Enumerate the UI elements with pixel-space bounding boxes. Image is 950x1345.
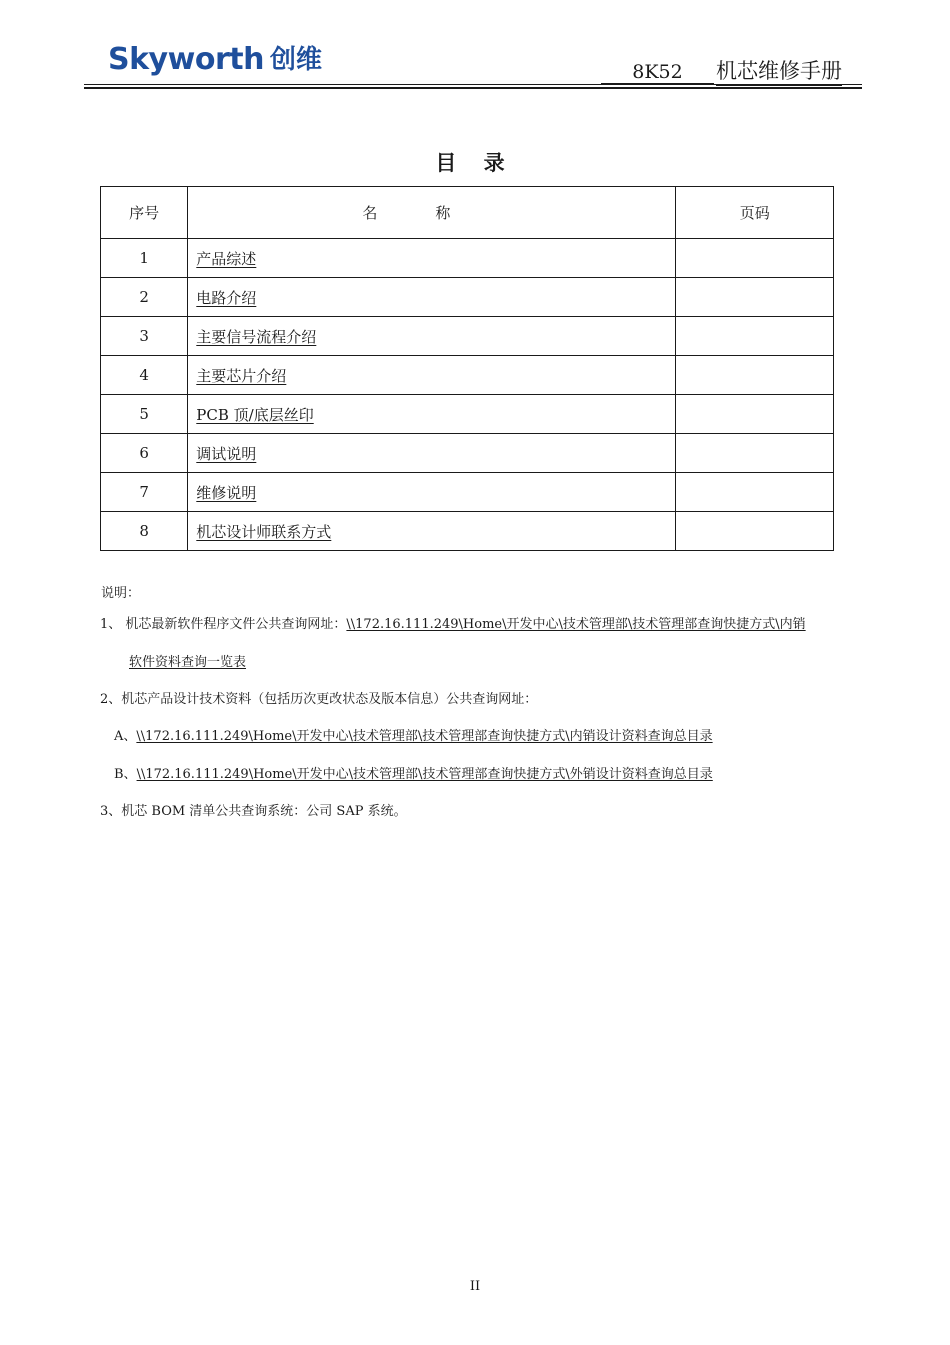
toc-row-name-cell: [188, 473, 676, 512]
manual-title: 机芯维修手册: [716, 55, 842, 86]
toc-row: [101, 278, 834, 317]
toc-row-no: 7: [101, 473, 188, 512]
note-2b-link[interactable]: \\172.16.111.249\Home\开发中心\技术管理部\技术管理部查询快捷方式\外销设计资料查询总目录: [136, 767, 713, 782]
header-rule-thick: [84, 87, 862, 89]
document-title: [601, 55, 842, 86]
toc-row-no: 2: [101, 278, 188, 317]
toc-link[interactable]: 调试说明: [196, 444, 257, 463]
toc-row-page: [676, 434, 834, 473]
note-1-link[interactable]: \\172.16.111.249\Home\开发中心\技术管理部\技术管理部查询快捷方式\内销: [346, 617, 806, 632]
toc-link[interactable]: 主要信号流程介绍: [196, 327, 317, 346]
note-2a-prefix: A、: [114, 729, 137, 744]
toc-link[interactable]: 主要芯片介绍: [196, 366, 287, 385]
toc-row-no: 6: [101, 434, 188, 473]
toc-link[interactable]: 机芯设计师联系方式: [196, 522, 332, 541]
toc-row-name-cell: [188, 239, 676, 278]
toc-row-page: [676, 512, 834, 551]
logo-english: Skyworth: [108, 42, 264, 77]
page-number: II: [469, 1279, 481, 1294]
toc-header-row: [101, 187, 834, 239]
skyworth-logo: [108, 43, 322, 77]
note-3: 3、机芯 BOM 清单公共查询系统：公司 SAP 系统。: [100, 804, 407, 819]
toc-row-name-cell: [188, 395, 676, 434]
toc-row-page: [676, 473, 834, 512]
toc-row: [101, 434, 834, 473]
toc-link[interactable]: 电路介绍: [196, 288, 257, 307]
toc-row-page: [676, 317, 834, 356]
note-2b: [114, 763, 713, 782]
toc-row-name-cell: [188, 278, 676, 317]
toc-row: [101, 239, 834, 278]
note-1-continued: [129, 651, 246, 670]
logo-chinese: 创维: [269, 45, 322, 75]
toc-row: [101, 356, 834, 395]
toc-row-name-cell: [188, 356, 676, 395]
note-2a: [114, 725, 713, 744]
toc-row-page: [676, 356, 834, 395]
col-header-no: 序号: [101, 187, 188, 239]
toc-row: [101, 512, 834, 551]
note-1: [100, 613, 806, 632]
toc-link[interactable]: 维修说明: [196, 483, 257, 502]
note-1-link-cont[interactable]: 软件资料查询一览表: [129, 655, 247, 670]
toc-link[interactable]: PCB 顶/底层丝印: [196, 405, 314, 424]
toc-link[interactable]: 产品综述: [196, 249, 257, 268]
model-number: 8K52: [601, 61, 714, 84]
toc-table: [100, 186, 834, 551]
toc-row-name-cell: [188, 317, 676, 356]
toc-row: [101, 473, 834, 512]
header-rule-thin: [84, 84, 862, 85]
note-2b-prefix: B、: [114, 767, 137, 782]
toc-row-page: [676, 395, 834, 434]
toc-row-no: 8: [101, 512, 188, 551]
toc-heading: 目 录: [435, 150, 515, 175]
toc-row: [101, 395, 834, 434]
toc-row-name-cell: [188, 512, 676, 551]
toc-row-no: 4: [101, 356, 188, 395]
col-header-page: 页码: [676, 187, 834, 239]
col-header-name: 名称: [188, 187, 676, 239]
toc-row-no: 1: [101, 239, 188, 278]
toc-row-no: 3: [101, 317, 188, 356]
notes-label: 说明：: [101, 586, 141, 601]
toc-row-page: [676, 239, 834, 278]
toc-row: [101, 317, 834, 356]
toc-row-no: 5: [101, 395, 188, 434]
note-2a-link[interactable]: \\172.16.111.249\Home\开发中心\技术管理部\技术管理部查询快捷方式\内销设计资料查询总目录: [136, 729, 713, 744]
toc-row-name-cell: [188, 434, 676, 473]
toc-row-page: [676, 278, 834, 317]
note-2: 2、机芯产品设计技术资料（包括历次更改状态及版本信息）公共查询网址：: [100, 692, 538, 707]
note-1-text: 1、 机芯最新软件程序文件公共查询网址：: [100, 617, 347, 632]
